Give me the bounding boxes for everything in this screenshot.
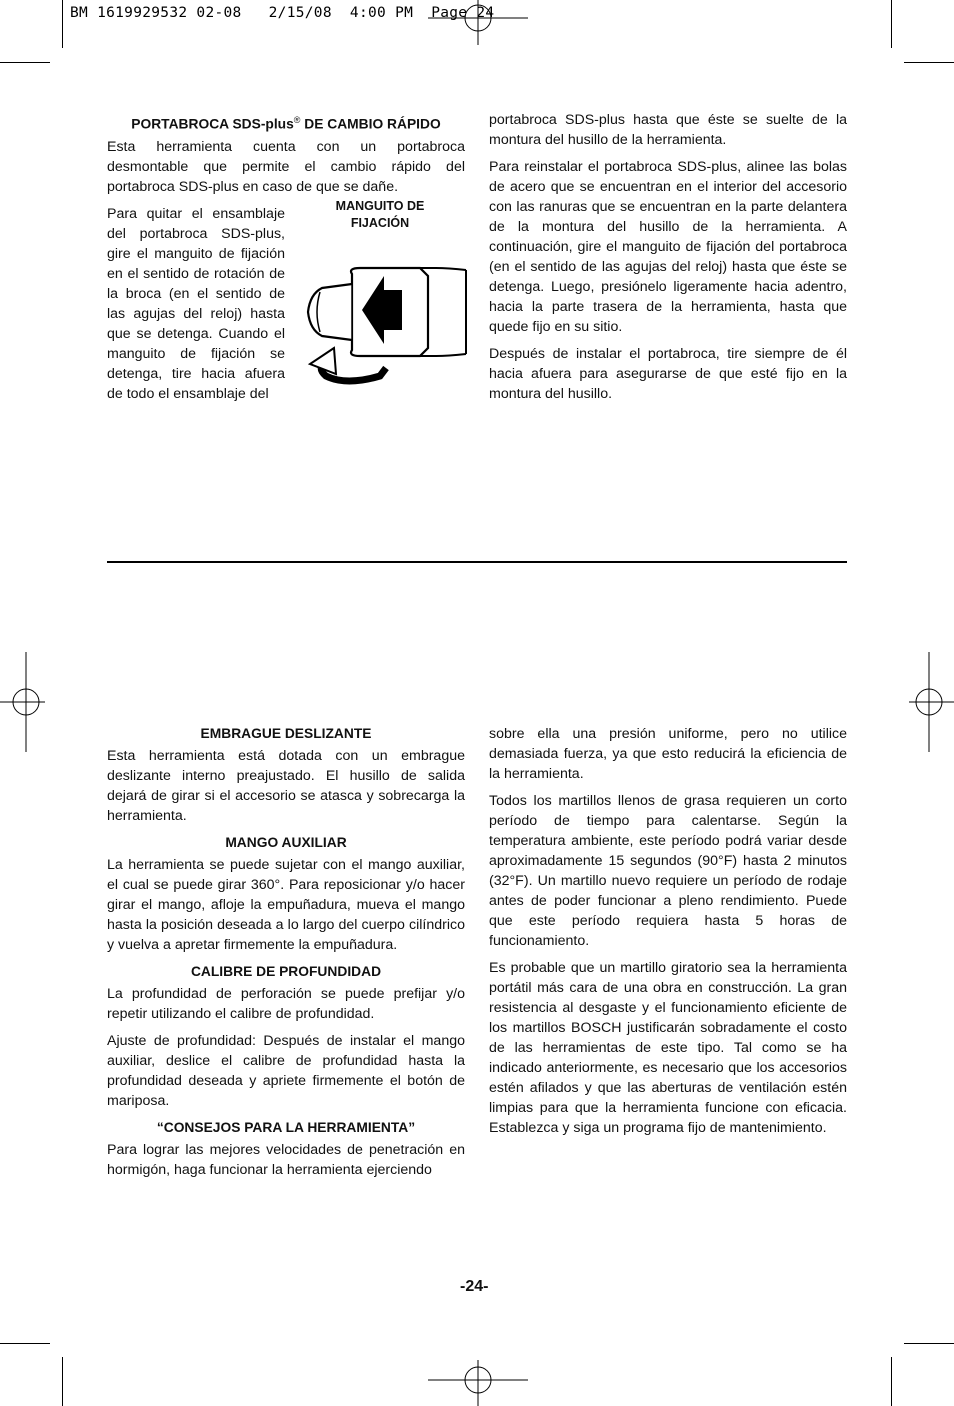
section1-heading: PORTABROCA SDS-plus® DE CAMBIO RÁPIDO [131,115,441,132]
paragraph: Para lograr las mejores velocidades de penetración en hormigón, haga funcionar la herramienta ejerciendo [107,1142,465,1178]
section-heading: EMBRAGUE DESLIZANTE [200,726,372,741]
crop-mark [891,0,892,48]
figure-label: MANGUITO DE FIJACIÓN [335,199,425,230]
crop-mark [0,1343,50,1344]
paragraph: La herramienta se puede sujetar con el mango auxiliar, el cual se puede girar 360°. Para reposicionar y/o hacer girar el mango, afloje la empuñadura, mueva el mango hasta la posición deseada a lo largo del cuerpo cilíndrico y vuelva a apretar firmemente la empuñadura. [107,857,465,953]
paragraph: portabroca SDS-plus hasta que éste se suelte de la montura del husillo de la herramienta. [489,112,847,148]
section1-right-column [489,110,847,411]
crop-mark [62,0,63,48]
paragraph: Para reinstalar el portabroca SDS-plus, alinee las bolas de acero que se encuentran en el interior del accesorio con las ranuras que se encuentran en la parte delantera de la montura del husillo de la herramienta. A continuación, gire el manguito de fijación del portabroca (en el sentido de las agujas del reloj) hasta que éste se detenga. Luego, presiónelo ligeramente hacia adentro, hacia la parte trasera de la herramienta, hasta que quede fijo en su sitio. [489,159,847,335]
print-slug: BM 1619929532 02-08 2/15/08 4:00 PM Page 24 [70,5,495,21]
registration-mark-icon [0,652,50,752]
paragraph: Después de instalar el portabroca, tire siempre de él hacia afuera para asegurarse de que esté fijo en la montura del husillo. [489,346,847,402]
section2-left-column [107,724,465,1187]
registration-mark-icon [904,652,954,752]
sds-chuck-illustration-icon [290,198,468,388]
section-heading: “CONSEJOS PARA LA HERRAMIENTA” [156,1120,416,1135]
section-heading: CALIBRE DE PROFUNDIDAD [190,964,382,979]
paragraph: Para quitar el ensamblaje del portabroca SDS-plus, gire el manguito de fijación en el sentido de rotación de la broca (en el sentido de las agujas del reloj) hasta que se detenga. Cuando el manguito de fijación se detenga, tire hacia afuera de todo el ensamblaje del [107,205,285,402]
chuck-figure [290,198,468,388]
page-number: -24- [460,1278,489,1295]
paragraph: La profundidad de perforación se puede prefijar y/o repetir utilizando el calibre de profundidad. [107,986,465,1022]
section2-right-column [489,724,847,1145]
paragraph: sobre ella una presión uniforme, pero no utilice demasiada fuerza, ya que esto reducirá la eficiencia de la herramienta. [489,726,847,782]
paragraph: Esta herramienta cuenta con un portabroca desmontable que permite el cambio rápido del portabroca SDS-plus en caso de que se dañe. [107,138,465,195]
paragraph: Esta herramienta está dotada con un embrague deslizante interno preajustado. El husillo de salida dejará de girar si el accesorio se atasca y sobrecarga la herramienta. [107,748,465,824]
crop-mark [904,62,954,63]
paragraph: Ajuste de profundidad: Después de instalar el mango auxiliar, deslice el calibre de profundidad hasta la profundidad deseada y apriete firmemente el botón de mariposa. [107,1033,465,1109]
section-divider [107,561,847,563]
paragraph: Es probable que un martillo giratorio sea la herramienta portátil más cara de una obra en construcción. La gran resistencia al desgaste y el funcionamiento eficiente de los martillos BOSCH justificarán sobradamente el costo de las herramientas de este tipo. Tal como se ha indicado anteriormente, es necesario que los accesorios estén afilados y que las aberturas de ventilación estén limpias para que la herramienta funcione con eficacia. Establezca y siga un programa fijo de mantenimiento. [489,960,847,1136]
paragraph: Todos los martillos llenos de grasa requieren un corto período de tiempo para calentarse. Según la temperatura ambiente, este período podrá variar desde aproximadamente 15 segundos (90°F) hasta 2 minutos (32°F). Un martillo nuevo requiere un período de rodaje antes de poder funcionar a pleno rendimiento. Puede que este período requiera hasta 5 horas de funcionamiento. [489,793,847,949]
crop-mark [62,1357,63,1406]
crop-mark [891,1357,892,1406]
crop-mark [0,62,50,63]
section-heading: MANGO AUXILIAR [225,835,347,850]
registration-mark-icon [428,1356,528,1406]
registration-mark-icon [428,0,528,50]
crop-mark [904,1343,954,1344]
